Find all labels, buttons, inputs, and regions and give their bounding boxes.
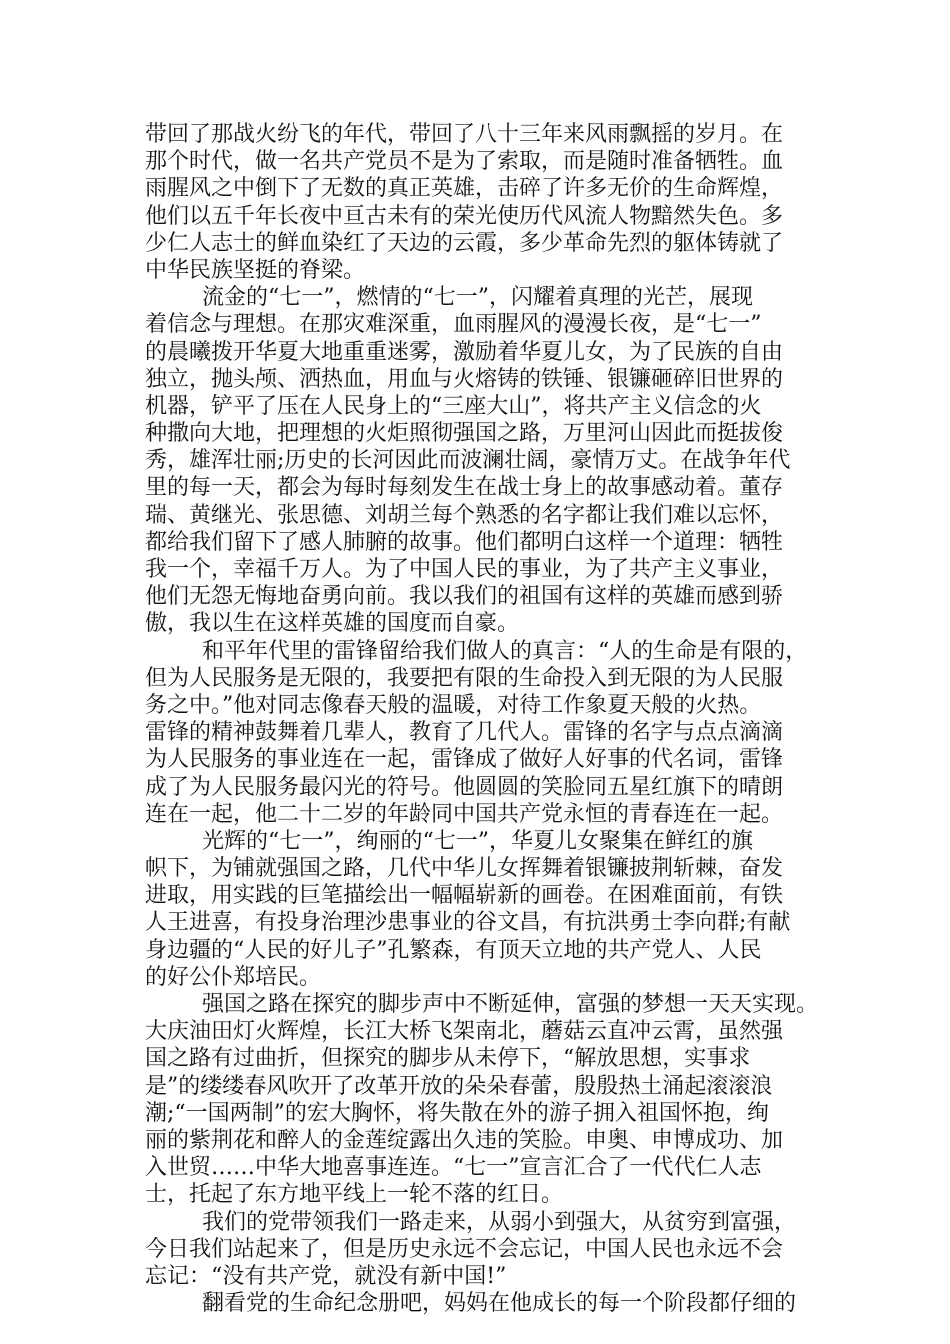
text-line: 的好公仆郑培民。 xyxy=(145,964,322,990)
text-line: 种撒向大地，把理想的火炬照彻强国之路，万里河山因此而挺拔俊 xyxy=(145,421,784,447)
text-line: 着信念与理想。在那灾难深重，血雨腥风的漫漫长夜，是“七一” xyxy=(145,312,762,338)
text-line: 为人民服务的事业连在一起，雷锋成了做好人好事的代名词，雷锋 xyxy=(145,747,784,773)
text-line: 瑞、黄继光、张思德、刘胡兰每个熟悉的名字都让我们难以忘怀， xyxy=(145,502,784,528)
text-line: 丽的紫荆花和醉人的金莲绽露出久违的笑脸。申奥、申博成功、加 xyxy=(145,1127,784,1153)
text-line: 他们无怨无悔地奋勇向前。我以我们的祖国有这样的英雄而感到骄 xyxy=(145,584,784,610)
paragraph xyxy=(145,284,825,637)
paragraph xyxy=(145,1209,825,1291)
text-line: 少仁人志士的鲜血染红了天边的云霞，多少革命先烈的躯体铸就了 xyxy=(145,230,784,256)
paragraph xyxy=(145,638,825,828)
text-line: 是”的缕缕春风吹开了改革开放的朵朵春蕾，殷殷热土涌起滚滚浪 xyxy=(145,1073,773,1099)
paragraph xyxy=(145,828,825,991)
text-line: 的晨曦拨开华夏大地重重迷雾，激励着华夏儿女，为了民族的自由 xyxy=(145,339,784,365)
paragraph xyxy=(145,991,825,1209)
text-line: 独立，抛头颅、洒热血，用血与火熔铸的铁锤、银镰砸碎旧世界的 xyxy=(145,366,784,392)
text-line: 那个时代，做一名共产党员不是为了索取，而是随时准备牺牲。血 xyxy=(145,149,784,175)
text-line: 但为人民服务是无限的，我要把有限的生命投入到无限的为人民服 xyxy=(145,665,784,691)
text-line: 机器，铲平了压在人民身上的“三座大山”，将共产主义信念的火 xyxy=(145,393,762,419)
text-line: 入世贸……中华大地喜事连连。“七一”宣言汇合了一代代仁人志 xyxy=(145,1155,762,1181)
text-line: 和平年代里的雷锋留给我们做人的真言：“人的生命是有限的， xyxy=(202,638,808,664)
text-line: 强国之路在探究的脚步声中不断延伸，富强的梦想一天天实现。 xyxy=(202,992,819,1017)
text-line: 雷锋的精神鼓舞着几辈人，教育了几代人。雷锋的名字与点点滴滴 xyxy=(145,720,784,746)
paragraph xyxy=(145,121,825,284)
text-line: 都给我们留下了感人肺腑的故事。他们都明白这样一个道理：牺牲 xyxy=(145,529,784,555)
text-line: 今日我们站起来了，但是历史永远不会忘记，中国人民也永远不会 xyxy=(145,1236,784,1262)
text-line: 士，托起了东方地平线上一轮不落的红日。 xyxy=(145,1182,564,1208)
text-line: 流金的“七一”，燃情的“七一”，闪耀着真理的光芒，展现 xyxy=(202,285,753,311)
text-line: 翻看党的生命纪念册吧，妈妈在他成长的每一个阶段都仔细的 xyxy=(202,1291,797,1317)
text-line: 帜下，为铺就强国之路，几代中华儿女挥舞着银镰披荆斩棘，奋发 xyxy=(145,856,784,882)
text-line: 他们以五千年长夜中亘古未有的荣光使历代风流人物黯然失色。多 xyxy=(145,203,784,229)
text-line: 大庆油田灯火辉煌，长江大桥飞架南北，蘑菇云直冲云霄，虽然强 xyxy=(145,1019,784,1045)
text-line: 务之中。”他对同志像春天般的温暖，对待工作象夏天般的火热。 xyxy=(145,692,762,718)
text-line: 傲，我以生在这样英雄的国度而自豪。 xyxy=(145,611,520,637)
document-body xyxy=(145,121,825,1317)
text-line: 秀，雄浑壮丽;历史的长河因此而波澜壮阔，豪情万丈。在战争年代 xyxy=(145,448,791,474)
text-line: 雨腥风之中倒下了无数的真正英雄，击碎了许多无价的生命辉煌， xyxy=(145,176,784,202)
text-line: 成了为人民服务最闪光的符号。他圆圆的笑脸同五星红旗下的晴朗 xyxy=(145,774,784,800)
text-line: 忘记：“没有共产党，就没有新中国!” xyxy=(145,1263,507,1289)
paragraph xyxy=(145,1290,825,1317)
text-line: 我们的党带领我们一路走来，从弱小到强大，从贫穷到富强， xyxy=(202,1209,797,1235)
text-line: 潮;“一国两制”的宏大胸怀，将失散在外的游子拥入祖国怀抱，绚 xyxy=(145,1100,769,1126)
text-line: 进取，用实践的巨笔描绘出一幅幅崭新的画卷。在困难面前，有铁 xyxy=(145,883,784,909)
text-line: 带回了那战火纷飞的年代，带回了八十三年来风雨飘摇的岁月。在 xyxy=(145,122,784,147)
text-line: 身边疆的“人民的好儿子”孔繁森，有顶天立地的共产党人、人民 xyxy=(145,937,762,963)
text-line: 连在一起，他二十二岁的年龄同中国共产党永恒的青春连在一起。 xyxy=(145,801,784,827)
text-line: 里的每一天，都会为每时每刻发生在战士身上的故事感动着。董存 xyxy=(145,475,784,501)
text-line: 国之路有过曲折，但探究的脚步从未停下，“解放思想，实事求 xyxy=(145,1046,751,1072)
text-line: 光辉的“七一”，绚丽的“七一”，华夏儿女聚集在鲜红的旗 xyxy=(202,828,753,854)
text-line: 中华民族坚挺的脊梁。 xyxy=(145,257,366,283)
text-line: 我一个，幸福千万人。为了中国人民的事业，为了共产主义事业， xyxy=(145,557,784,582)
text-line: 人王进喜，有投身治理沙患事业的谷文昌，有抗洪勇士李向群;有献 xyxy=(145,910,791,936)
